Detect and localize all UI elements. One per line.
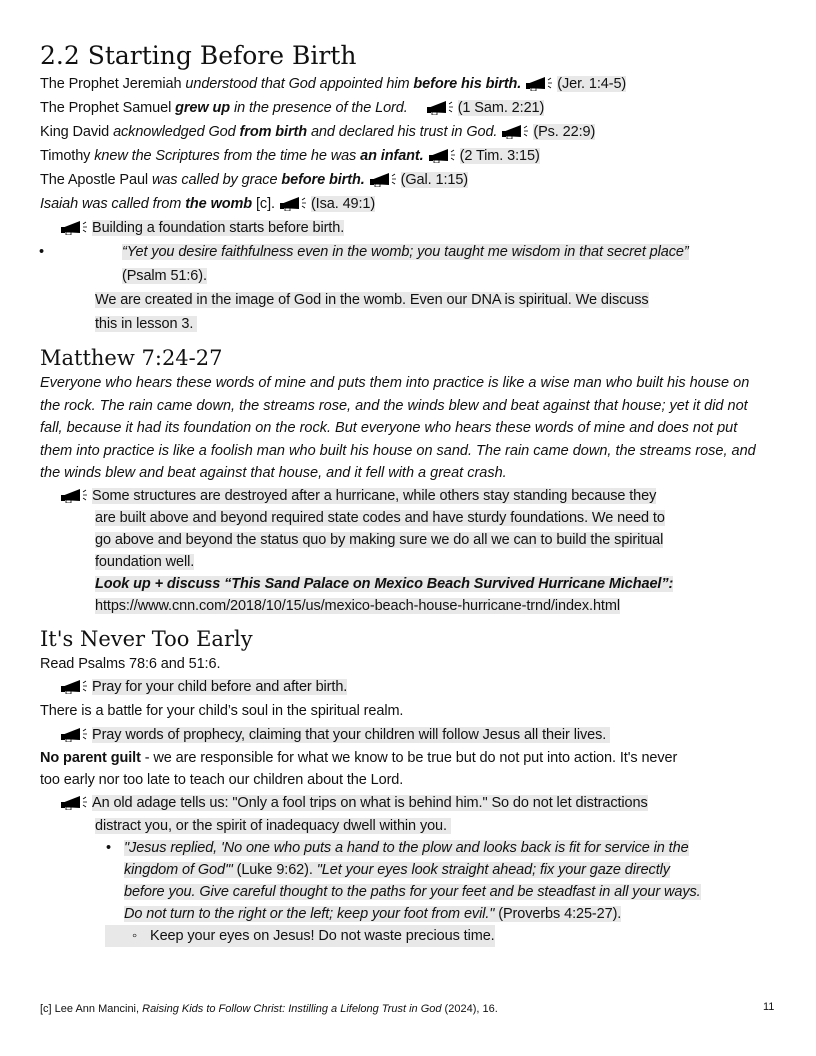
passage-line: them into practice is like a foolish man who built his house on sand. The rain came down, the streams rose, and — [40, 442, 756, 459]
note-text: are built above and beyond required state codes and have sturdy foundations. We need to — [95, 509, 665, 526]
article-link[interactable]: https://www.cnn.com/2018/10/15/us/mexico-beach-house-hurricane-trnd/index.html — [95, 597, 620, 614]
quote-text: "Jesus replied, 'No one who puts a hand to the plow and looks back is fit for service in the — [124, 839, 689, 856]
megaphone-icon — [60, 219, 90, 235]
line-samuel — [40, 96, 780, 120]
note-hurricane-2 — [40, 507, 780, 529]
megaphone-icon — [501, 123, 531, 139]
text-bold: grew up — [175, 100, 231, 116]
megaphone-icon — [426, 99, 456, 115]
note-text: go above and beyond the status quo by making sure we do all we can to build the spiritual — [95, 531, 664, 548]
footnote-suffix: (2024), 16. — [441, 1003, 498, 1015]
passage-line: fall, because it had its foundation on the rock. But everyone who hears these words of mine and does not put — [40, 420, 738, 436]
note-hurricane-3 — [40, 529, 780, 551]
footnote-book-title: Raising Kids to Follow Christ: Instilling a Lifelong Trust in God — [142, 1003, 442, 1015]
text: Timothy — [40, 148, 95, 164]
text-italic: acknowledged God — [113, 124, 240, 140]
bullet-luke-proverbs-4 — [40, 903, 780, 925]
note-hurricane — [40, 485, 780, 507]
scripture-ref: (Isa. 49:1) — [310, 196, 376, 212]
text: The Apostle Paul — [40, 172, 152, 188]
text: King David — [40, 124, 114, 140]
text-italic: knew the Scriptures from the time he was — [94, 148, 361, 164]
note-adage — [40, 791, 780, 815]
bullet-psalm-ref — [40, 264, 780, 288]
bullet-luke-proverbs-2 — [40, 859, 780, 881]
bullet-luke-proverbs-3 — [40, 881, 780, 903]
section-title-matthew: Matthew 7:24-27 — [40, 346, 223, 370]
footnote — [40, 1003, 498, 1015]
text-bold: No parent guilt — [40, 749, 141, 766]
megaphone-icon — [279, 195, 309, 211]
line-timothy — [40, 144, 780, 168]
section-title-starting-before-birth: 2.2 Starting Before Birth — [40, 41, 357, 70]
quote-text: Do not turn to the right or the left; keep your foot from evil." — [124, 905, 495, 922]
line-isaiah — [40, 192, 780, 216]
note-hurricane-4 — [40, 551, 780, 573]
text-bold: an infant. — [360, 148, 424, 164]
note-text: An old adage tells us: "Only a fool trips on what is behind him." So do not let distractions — [92, 794, 648, 811]
quote-ref: (Proverbs 4:25-27). — [494, 905, 622, 922]
megaphone-icon — [60, 794, 90, 810]
scripture-ref: (1 Sam. 2:21) — [457, 100, 545, 116]
line-david — [40, 120, 780, 144]
scripture-ref: (2 Tim. 3:15) — [459, 148, 540, 164]
lookup-text: Look up + discuss “This Sand Palace on Mexico Beach Survived Hurricane Michael”: — [95, 575, 674, 592]
text-italic: understood that God appointed him — [185, 76, 414, 92]
note-pray-2 — [40, 723, 780, 747]
section-title-never-too-early: It's Never Too Early — [40, 626, 253, 651]
guilt-line-1 — [40, 747, 780, 769]
note-text: this in lesson 3. — [95, 316, 194, 332]
quote-text: "Let your eyes look straight ahead; fix your gaze directly — [316, 861, 670, 878]
text-bold: before birth. — [281, 172, 365, 188]
dna-note-1 — [40, 288, 780, 312]
guilt-line-2: too early nor too late to teach our children about the Lord. — [40, 771, 404, 788]
dna-note-2 — [40, 312, 780, 336]
bullet-luke-proverbs — [124, 837, 780, 859]
quote-text: “Yet you desire faithfulness even in the womb; you taught me wisdom in that secret place” — [122, 244, 689, 260]
text-italic: Isaiah was called from — [40, 196, 186, 212]
megaphone-icon — [60, 487, 90, 503]
footnote-author: [c] Lee Ann Mancini, — [40, 1003, 143, 1015]
url-line — [40, 595, 780, 617]
text-italic: in the presence of the Lord. — [230, 100, 408, 116]
line-jeremiah — [40, 72, 780, 96]
passage-line: Everyone who hears these words of mine and puts them into practice is like a wise man who built his house on — [40, 375, 750, 391]
sub-bullet-marker: ◦ — [132, 927, 138, 944]
note-text: Building a foundation starts before birth. — [92, 220, 345, 236]
line-paul — [40, 168, 780, 192]
note-text: Pray words of prophecy, claiming that your children will follow Jesus all their lives. — [92, 726, 607, 743]
text: The Prophet Samuel — [40, 100, 176, 116]
note-text: We are created in the image of God in the womb. Even our DNA is spiritual. We discuss — [95, 292, 649, 308]
matthew-passage — [40, 372, 780, 485]
note-text: distract you, or the spirit of inadequacy dwell within you. — [95, 817, 447, 834]
sub-bullet-wrap — [105, 925, 495, 947]
note-text: Some structures are destroyed after a hurricane, while others stay standing because they — [92, 487, 657, 504]
text-bold: before his birth. — [413, 76, 522, 92]
text-bold: the womb — [185, 196, 253, 212]
megaphone-icon — [60, 726, 90, 742]
battle-line: There is a battle for your child’s soul in the spiritual realm. — [40, 702, 404, 719]
megaphone-icon — [525, 75, 555, 91]
quote-text: before you. Give careful thought to the paths for your feet and be steadfast in all your ways. — [124, 883, 701, 900]
quote-ref: (Psalm 51:6). — [122, 268, 207, 284]
text-bold: from birth — [239, 124, 308, 140]
quote-text: kingdom of God'" — [124, 861, 233, 878]
passage-line: the winds blew and beat against that house, and it fell with a great crash. — [40, 465, 507, 481]
page-number: 11 — [763, 1001, 775, 1013]
text: The Prophet Jeremiah — [40, 76, 186, 92]
sub-bullet-text: Keep your eyes on Jesus! Do not waste precious time. — [150, 927, 495, 944]
note-adage-2 — [40, 815, 780, 837]
footnote-marker: [c]. — [252, 196, 275, 212]
scripture-ref: (Ps. 22:9) — [533, 124, 596, 140]
megaphone-icon — [60, 678, 90, 694]
text-italic: and declared his trust in God. — [307, 124, 498, 140]
note-foundation — [40, 216, 780, 240]
bullet-psalm-quote — [57, 240, 780, 264]
scripture-ref: (Jer. 1:4-5) — [557, 76, 627, 92]
lookup-line — [40, 573, 780, 595]
note-pray-1 — [40, 675, 780, 699]
megaphone-icon — [428, 147, 458, 163]
megaphone-icon — [369, 171, 399, 187]
note-text: Pray for your child before and after birth. — [92, 678, 348, 695]
text-italic: was called by grace — [151, 172, 282, 188]
scripture-ref: (Gal. 1:15) — [400, 172, 469, 188]
note-text: foundation well. — [95, 553, 195, 570]
document-page — [40, 40, 780, 947]
sub-bullet-row — [40, 925, 780, 947]
read-psalms: Read Psalms 78:6 and 51:6. — [40, 655, 221, 672]
quote-ref: (Luke 9:62). — [232, 861, 317, 878]
text: - we are responsible for what we know to be true but do not put into action. It's never — [140, 749, 678, 766]
passage-line: the rock. The rain came down, the streams rose, and the winds blew and beat against that house; yet it did not — [40, 397, 748, 414]
